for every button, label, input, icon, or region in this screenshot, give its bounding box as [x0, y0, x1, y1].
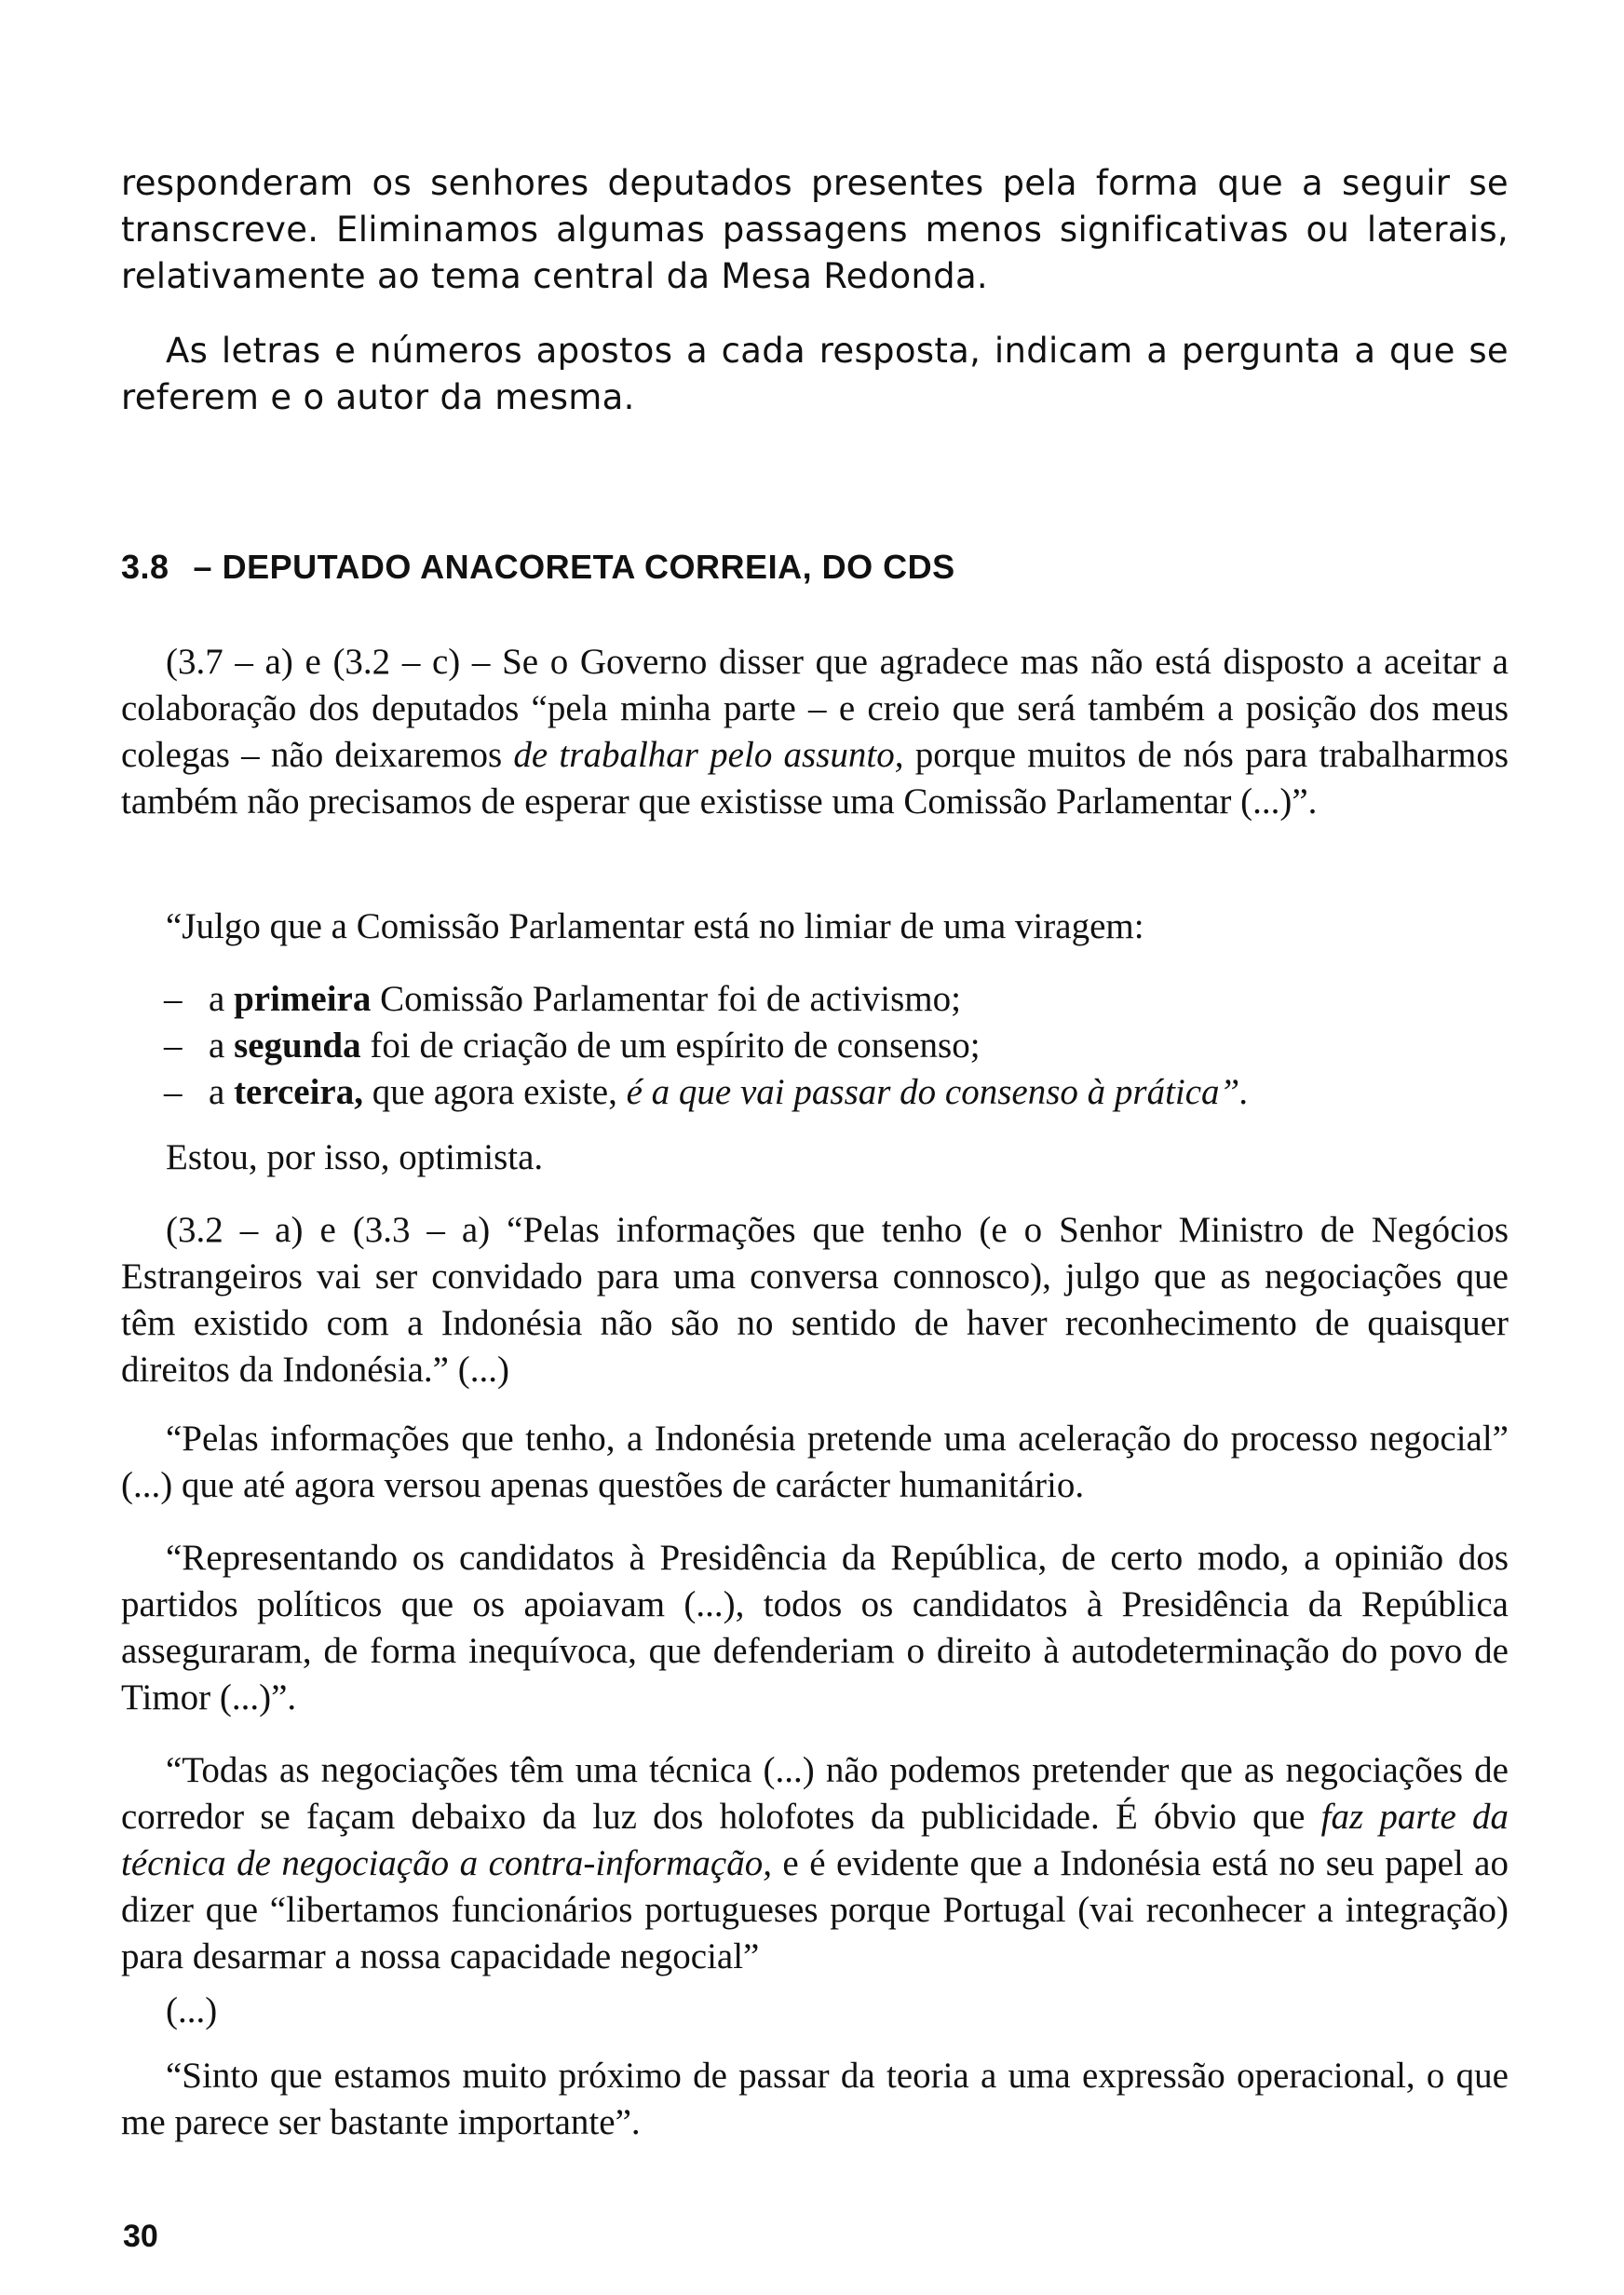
quote-intro-text: “Julgo que a Comissão Parlamentar está no limiar de uma viragem: — [166, 906, 1144, 946]
list-item-text: Comissão Parlamentar foi de activismo; — [371, 979, 961, 1019]
paragraph-1-text: (3.7 – a) e (3.2 – c) – Se o Governo disser que agradece mas não está disposto a aceitar a colaboração dos deputados “pela minha parte – e creio que será também a posição dos meus colegas – não deixaremos — [121, 642, 1509, 775]
intro-note-paragraph — [121, 328, 1509, 421]
paragraph-5-emphasis: faz parte da técnica de negociação a contra-informação, — [121, 1797, 1509, 1883]
paragraph-1 — [121, 639, 1509, 825]
paragraph-5-text: “Todas as negociações têm uma técnica (...) não podemos pretender que as negociações de corredor se façam debaixo da luz dos holofotes da publicidade. É óbvio que — [121, 1750, 1509, 1837]
intro-text: responderam os senhores deputados presentes pela forma que a seguir se transcreve. Eliminamos algumas passagens menos significativas ou laterais, relativamente ao tema central da Mesa Redonda. — [121, 163, 1509, 296]
paragraph-5 — [121, 1747, 1509, 1980]
paragraph-1-text-end: porque muitos de nós para trabalharmos também não precisamos de esperar que existisse uma Comissão Parlamentar (...)”. — [121, 735, 1509, 822]
list-item-prefix: a — [209, 979, 235, 1019]
section-number: 3.8 — [121, 548, 169, 586]
quote-intro — [121, 903, 1509, 950]
list-dash: – — [164, 979, 183, 1019]
intro-note-text: As letras e números apostos a cada resposta, indicam a pergunta a que se referem e o autor da mesma. — [121, 331, 1509, 417]
list-dash: – — [164, 1025, 183, 1066]
paragraph-3-text: “Pelas informações que tenho, a Indonésia pretende uma aceleração do processo negocial” (...) que até agora versou apenas questões de carácter humanitário. — [121, 1419, 1509, 1505]
list-dash: – — [164, 1072, 183, 1112]
ellipsis-line — [121, 1988, 1509, 2034]
paragraph-6-text: “Sinto que estamos muito próximo de passar da teoria a uma expressão operacional, o que me parece ser bastante importante”. — [121, 2056, 1509, 2142]
optimista-text: Estou, por isso, optimista. — [166, 1137, 544, 1177]
paragraph-5-text-end: e é evidente que a Indonésia está no seu papel ao dizer que “libertamos funcionários portugueses porque Portugal (vai reconhecer a integração) para desarmar a nossa capacidade negocial” — [121, 1843, 1509, 1976]
list-item-emphasis: é a que vai passar do consenso à prática”. — [626, 1072, 1249, 1112]
stages-list — [164, 976, 1509, 1116]
paragraph-1-emphasis: de trabalhar pelo assunto, — [513, 735, 904, 775]
list-item-prefix: a — [209, 1025, 235, 1066]
list-item-keyword: primeira — [234, 979, 372, 1019]
list-item-text: que agora existe, — [362, 1072, 627, 1112]
paragraph-2-text: (3.2 – a) e (3.3 – a) “Pelas informações que tenho (e o Senhor Ministro de Negócios Estrangeiros vai ser convidado para uma conversa connosco), julgo que as negociações que têm existido com a Indonésia não são no sentido de haver reconhecimento de quaisquer direitos da Indonésia.” (...) — [121, 1210, 1509, 1390]
section-heading — [121, 548, 955, 587]
optimista-line — [121, 1134, 1509, 1181]
ellipsis-text: (...) — [166, 1990, 218, 2030]
list-item — [164, 976, 1509, 1023]
paragraph-4 — [121, 1535, 1509, 1721]
paragraph-3 — [121, 1416, 1509, 1509]
list-item-prefix: a — [209, 1072, 235, 1112]
intro-paragraph — [121, 160, 1509, 300]
paragraph-6 — [121, 2053, 1509, 2146]
list-item-keyword: segunda — [234, 1025, 361, 1066]
list-item-text: foi de criação de um espírito de consenso; — [360, 1025, 981, 1066]
paragraph-2 — [121, 1207, 1509, 1393]
list-item — [164, 1023, 1509, 1069]
list-item — [164, 1069, 1509, 1116]
section-title: – DEPUTADO ANACORETA CORREIA, DO CDS — [193, 548, 955, 586]
paragraph-4-text: “Representando os candidatos à Presidência da República, de certo modo, a opinião dos partidos políticos que os apoiavam (...), todos os candidatos à Presidência da República asseguraram, de forma inequívoca, que defenderiam o direito à autodeterminação do povo de Timor (...)”. — [121, 1538, 1509, 1718]
list-item-keyword: terceira, — [234, 1072, 363, 1112]
page-number: 30 — [123, 2219, 158, 2254]
